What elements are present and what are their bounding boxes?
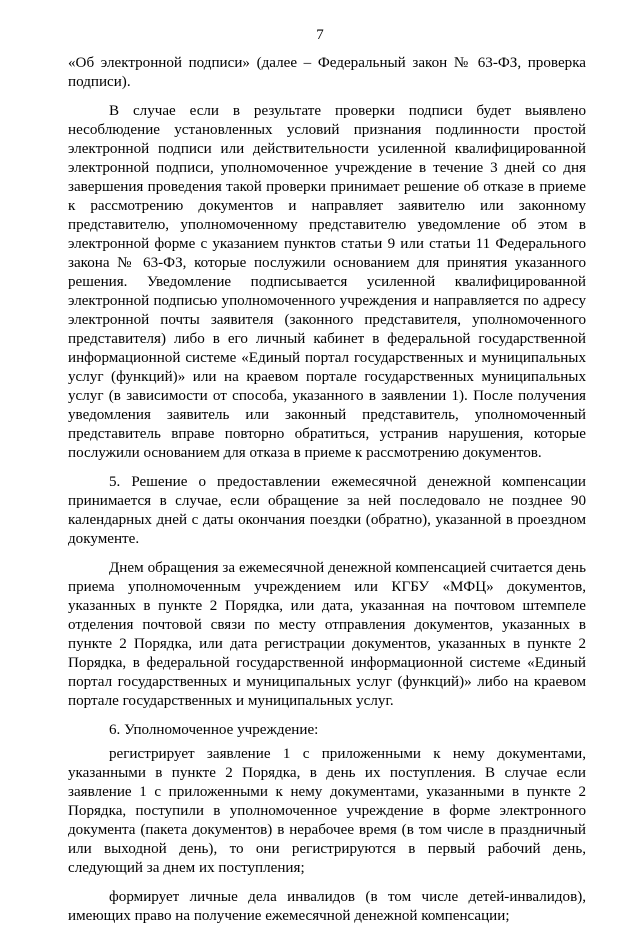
paragraph-forms-files: формирует личные дела инвалидов (в том числе детей-инвалидов), имеющих право на получение ежемесячной денежной компенсации;: [68, 889, 586, 924]
paragraph-registers: регистрирует заявление 1 с приложенными к нему документами, указанными в пункте 2 Порядка, в день их поступления. В случае если заявление 1 с приложенными к нему документами, указанными в пункте 2 Порядка, поступили в уполномоченное учреждение в форме электронного документа (пакета документов) в нерабочее время (в том числе в праздничный или выходной день), то они регистрируются в первый рабочий день, следующий за днем их поступления;: [68, 746, 586, 876]
paragraph-application-day: Днем обращения за ежемесячной денежной компенсацией считается день приема уполномоченным учреждением или КГБУ «МФЦ» документов, указанных в пункте 2 Порядка, или дата, указанная на почтовом штемпеле отделения почтовой связи по месту отправления документов, указанных в пункте 2 Порядка, или дата регистрации документов, указанных в пункте 2 Порядка, в федеральной государственной информационной системе «Единый портал государственных и муниципальных услуг (функций)» либо на краевом портале государственных и муниципальных услуг.: [68, 560, 586, 709]
paragraph-signature-check: В случае если в результате проверки подписи будет выявлено несоблюдение установленных условий признания подлинности простой электронной подписи или действительности усиленной квалифицированной электронной подписи, уполномоченное учреждение в течение 3 дней со дня завершения проведения такой проверки принимает решение об отказе в приеме к рассмотрению документов и направляет заявителю или законному представителю, уполномоченному представителю уведомление об этом в электронной форме с указанием пунктов статьи 9 или статьи 11 Федерального закона № 63-ФЗ, которые послужили основанием для принятия указанного решения. Уведомление подписывается усиленной квалифицированной электронной подписью уполномоченного учреждения и направляется по адресу электронной почты заявителя (законного представителя, уполномоченного представителя) либо в его личный кабинет в федеральной государственной информационной системе «Единый портал государственных и муниципальных услуг (функций)» или на краевом портале государственных муниципальных услуг (в зависимости от способа, указанного в заявлении 1). После получения уведомления заявитель или законный представитель, уполномоченный представитель вправе повторно обратиться, устранив нарушения, которые послужили основанием для отказа в приеме к рассмотрению документов.: [68, 103, 586, 461]
paragraph-item-6: 6. Уполномоченное учреждение:: [109, 722, 319, 738]
document-body: [68, 54, 586, 936]
paragraph-item-5: 5. Решение о предоставлении ежемесячной денежной компенсации принимается в случае, если обращение за ней последовало не позднее 90 календарных дней с даты окончания поездки (обратно), указанной в проездном документе.: [68, 474, 586, 547]
paragraph-continuation: «Об электронной подписи» (далее – Федеральный закон № 63-ФЗ, проверка подписи).: [68, 55, 586, 90]
page-number: 7: [316, 27, 324, 43]
